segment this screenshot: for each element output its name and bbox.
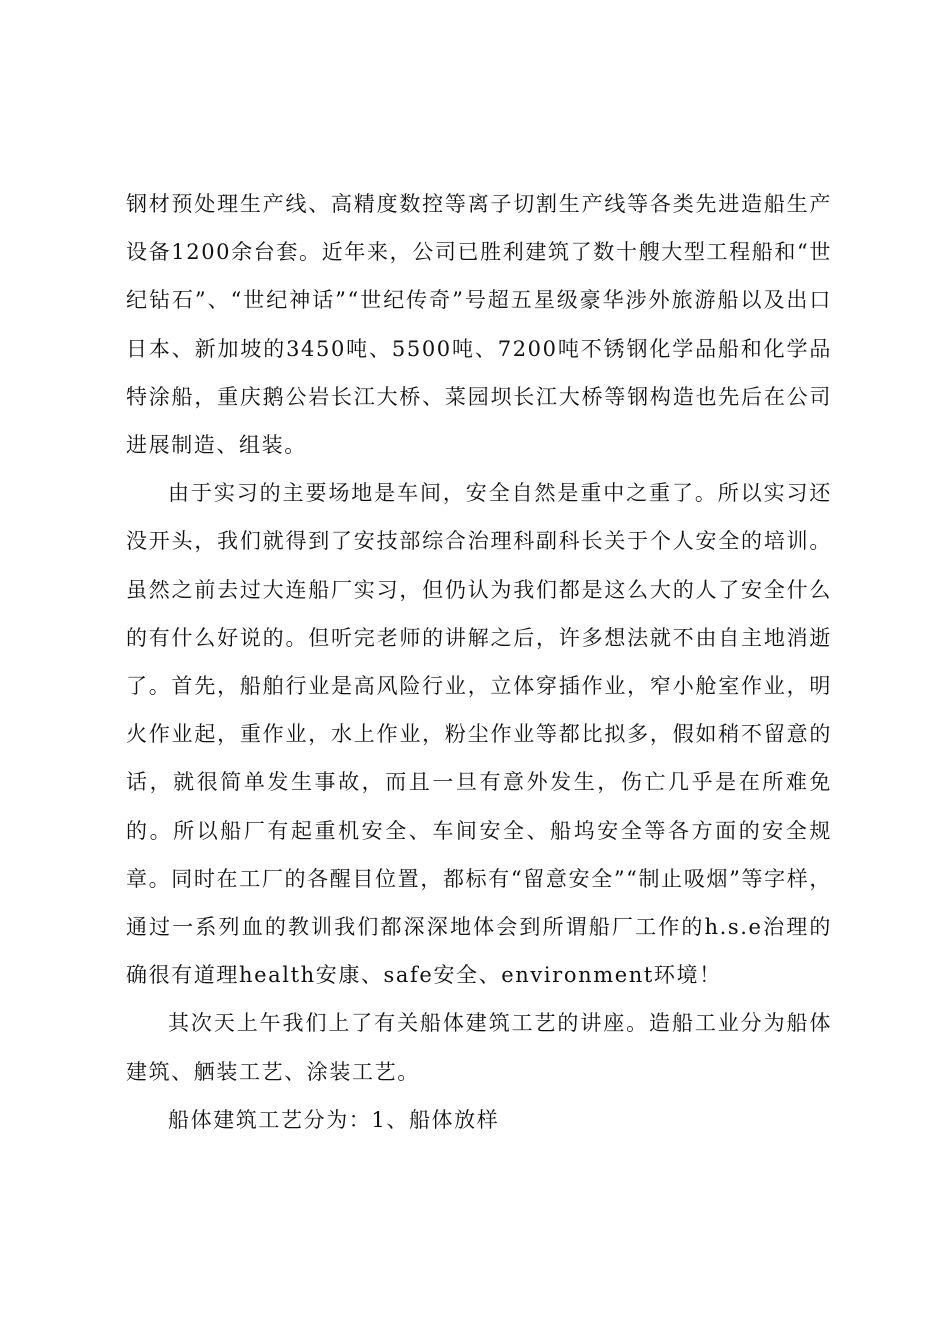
- paragraph-1: 钢材预处理生产线、高精度数控等离子切割生产线等各类先进造船生产设备1200余台套。近年来，公司已胜利建筑了数十艘大型工程船和“世纪钻石”、“世纪神话”“世纪传奇”号超五星级豪华涉外旅游船以及出口日本、新加坡的3450吨、5500吨、7200吨不锈钢化学品船和化学品特涂船，重庆鹅公岩长江大桥、菜园坝长江大桥等钢构造也先后在公司进展制造、组装。: [126, 192, 832, 458]
- paragraph-3: 其次天上午我们上了有关船体建筑工艺的讲座。造船工业分为船体建筑、舾装工艺、涂装工艺。: [126, 1011, 832, 1084]
- paragraph-2: 由于实习的主要场地是车间，安全自然是重中之重了。所以实习还没开头，我们就得到了安技部综合治理科副科长关于个人安全的培训。虽然之前去过大连船厂实习，但仍认为我们都是这么大的人了安全什么的有什么好说的。但听完老师的讲解之后，许多想法就不由自主地消逝了。首先，船舶行业是高风险行业，立体穿插作业，窄小舱室作业，明火作业起，重作业，水上作业，粉尘作业等都比拟多，假如稍不留意的话，就很简单发生事故，而且一旦有意外发生，伤亡几乎是在所难免的。所以船厂有起重机安全、车间安全、船坞安全等各方面的安全规章。同时在工厂的各醒目位置，都标有“留意安全”“制止吸烟”等字样，通过一系列血的教训我们都深深地体会到所谓船厂工作的h.s.e治理的确很有道理health安康、safe安全、environment环境！: [126, 481, 832, 988]
- paragraph-4: 船体建筑工艺分为：1、船体放样: [168, 1107, 500, 1132]
- document-body: [126, 180, 832, 1144]
